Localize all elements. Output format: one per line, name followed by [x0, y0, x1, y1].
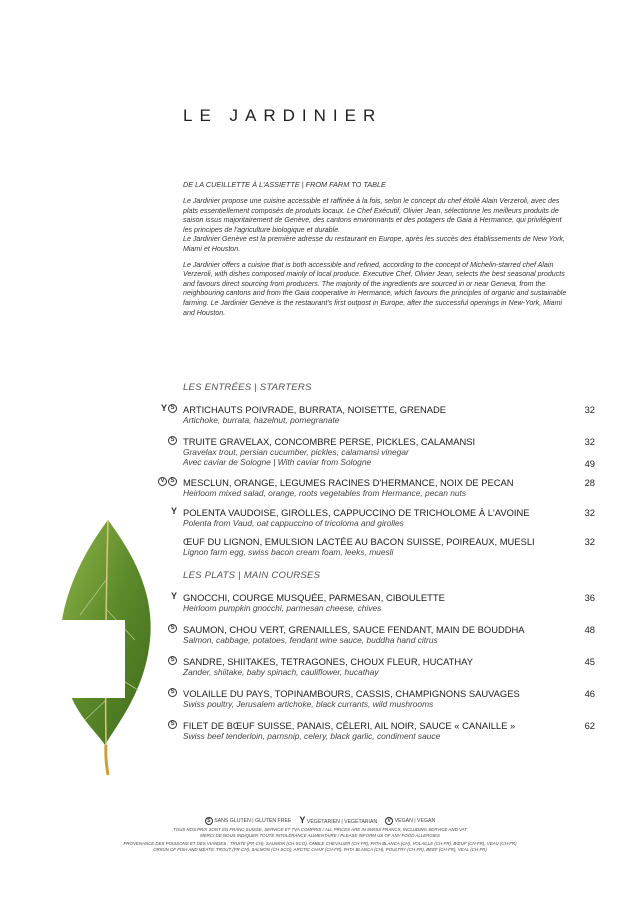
dish-description: Heirloom pumpkin gnocchi, parmesan cheese, chives [183, 603, 382, 613]
dish-starter-1 [160, 403, 595, 425]
dish-badges [168, 720, 177, 729]
dish-description-caviar: Avec caviar de Sologne | With caviar from Sologne [183, 457, 372, 467]
legend-gluten-free [205, 817, 292, 825]
footer-allergy-note: MERCI DE NOUS INDIQUER TOUTE INTOLÉRANCE ALIMENTAIRE / PLEASE INFORM US OF ANY FOOD ALLERGIES [200, 832, 440, 838]
footer-origin-en: ORIGIN OF FISH AND MEATS: TROUT (FR-CH), SALMON (CH-SCO), ARCTIC CHAR (CH-FR), PATA BLANCA (CH), POULTRY (CH-FR), BEEF (CH-FR), VEAL (CH-FR) [153, 846, 487, 852]
leaf-overlay-box [60, 620, 125, 698]
intro-section [183, 180, 568, 324]
dish-badges [171, 507, 177, 516]
legend-vegan [385, 817, 435, 825]
dish-description: Swiss poultry, Jerusalem artichoke, black currants, wild mushrooms [183, 699, 434, 709]
gluten-free-icon: S [205, 817, 213, 825]
intro-heading: DE LA CUEILLETTE À L'ASSIETTE | FROM FARM TO TABLE [183, 180, 386, 189]
dish-description: Polenta from Vaud, oat cappuccino of tricoloma and girolles [183, 518, 404, 528]
gluten-free-icon: S [168, 404, 177, 413]
dish-badges [168, 436, 177, 445]
vegetarian-icon: Y [299, 815, 306, 825]
footer [40, 816, 600, 852]
vegetarian-icon: Y [170, 591, 177, 601]
dish-name: GNOCCHI, COURGE MUSQUÉE, PARMESAN, CIBOULETTE [183, 592, 445, 603]
dish-price: 32 [584, 536, 595, 547]
dish-badges [158, 477, 177, 486]
dish-price: 36 [584, 592, 595, 603]
dish-price: 45 [584, 656, 595, 667]
dish-price: 32 [584, 436, 595, 447]
dish-price: 62 [584, 720, 595, 731]
dish-main-1 [170, 591, 595, 613]
starters-heading: LES ENTRÉES | STARTERS [183, 382, 312, 393]
footer-origin-fr: PROVENANCE DES POISSONS ET DES VIANDES : TRUITE (FR-CH), SAUMON (CH-SCO), OMBLE CHEVALIER (CH-FR), PATA BLANCA (CH), VOLAILLE (CH-FR), BŒUF (CH-FR), VEAU (CH-FR) [123, 841, 517, 847]
dish-main-4 [170, 688, 595, 709]
dish-description: Swiss beef tenderloin, parnsnip, celery, black garlic, condiment sauce [183, 731, 441, 741]
dish-starter-2 [170, 436, 595, 469]
legend-vegan-label: VEGAN | VEGAN [394, 817, 436, 824]
intro-fr-text-2: Le Jardinier Genève est la première adresse du restaurant en Europe, après les succès des établissements de New York, Miami et Houston. [183, 235, 565, 253]
dish-badges [168, 656, 177, 665]
dish-name: VOLAILLE DU PAYS, TOPINAMBOURS, CASSIS, CHAMPIGNONS SAUVAGES [183, 688, 520, 699]
footer-prices-note: TOUS NOS PRIX SONT EN FRANC SUISSE, SERVICE ET TVA COMPRIS / ALL PRICES ARE IN SWISS FRANCS, INCLUDING SERVICE AND VAT [173, 827, 467, 832]
page-title: LE JARDINIER [183, 106, 383, 125]
vegan-icon: V [385, 817, 393, 825]
dish-name: POLENTA VAUDOISE, GIROLLES, CAPPUCCINO DE TRICHOLOME À L'AVOINE [183, 507, 530, 518]
dish-badges [168, 688, 177, 697]
dish-name: ARTICHAUTS POIVRADE, BURRATA, NOISETTE, GRENADE [183, 404, 447, 415]
legend-vegetarian [299, 816, 377, 825]
dish-main-2 [170, 624, 595, 645]
dish-badges [161, 404, 177, 413]
dish-price: 48 [584, 624, 595, 635]
vegetarian-icon: Y [160, 403, 167, 413]
dish-starter-5 [183, 536, 595, 557]
dish-description: Lignon farm egg, swiss bacon cream foam, leeks, muesli [183, 547, 394, 557]
dish-name: ŒUF DU LIGNON, EMULSION LACTÉE AU BACON SUISSE, POIREAUX, MUESLI [183, 536, 535, 547]
gluten-free-icon: S [168, 656, 177, 665]
legend-gluten-label: SANS GLUTEN | GLUTEN FREE [214, 817, 292, 824]
gluten-free-icon: S [168, 436, 177, 445]
dish-name: TRUITE GRAVELAX, CONCOMBRE PERSE, PICKLES, CALAMANSI [183, 436, 476, 447]
dish-description: Salmon, cabbage, potatoes, fendant wine sauce, buddha hand citrus [183, 635, 438, 645]
mains-heading: LES PLATS | MAIN COURSES [183, 570, 321, 581]
gluten-free-icon: S [168, 688, 177, 697]
dish-name: SANDRE, SHIITAKES, TETRAGONES, CHOUX FLEUR, HUCATHAY [183, 656, 473, 667]
dish-starter-4 [170, 506, 595, 528]
dish-name: MESCLUN, ORANGE, LEGUMES RACINES D'HERMANCE, NOIX DE PECAN [183, 477, 514, 488]
dish-name: FILET DE BŒUF SUISSE, PANAIS, CÉLERI, AIL NOIR, SAUCE « CANAILLE » [183, 720, 516, 731]
dish-main-5 [170, 720, 595, 741]
dish-price: 32 [584, 404, 595, 415]
legend-veg-label: VÉGÉTARIEN | VEGETARIAN [306, 819, 378, 825]
dish-starter-3 [160, 477, 595, 498]
dish-price: 32 [584, 507, 595, 518]
vegan-icon: V [158, 477, 167, 486]
intro-fr-paragraph [183, 197, 568, 255]
intro-en-paragraph: Le Jardinier offers a cuisine that is both accessible and refined, according to the concept of Michelin-starred chef Alain Verzeroli, with dishes composed mainly of local produce. Executive Chef, Olivier Jean, selects the best seasonal products and favours direct sourcing from producers. The majority of the ingredients are sourced in or near Geneva, from the neighbouring cantons and from the Gaia cooperative in Hermance, which favours the principles of organic and sustainable farming. Le Jardinier Genève is the restaurant's first outpost in Europe, after the successful openings in New-York, Miami and Houston. [183, 260, 567, 317]
vegetarian-icon: Y [170, 506, 177, 516]
gluten-free-icon: S [168, 624, 177, 633]
dish-description: Heirloom mixed salad, orange, roots vegetables from Hermance, pecan nuts [183, 488, 467, 498]
gluten-free-icon: S [168, 477, 177, 486]
dish-badges [171, 592, 177, 601]
dish-price: 28 [584, 477, 595, 488]
dish-price: 46 [584, 688, 595, 699]
dish-description: Zander, shiitake, baby spinach, cauliflower, hucathay [183, 667, 379, 677]
footer-legend [40, 816, 600, 825]
dish-main-3 [170, 656, 595, 677]
dish-badges [168, 624, 177, 633]
dish-name: SAUMON, CHOU VERT, GRENAILLES, SAUCE FENDANT, MAIN DE BOUDDHA [183, 624, 525, 635]
dish-price-caviar: 49 [584, 458, 595, 469]
intro-fr-text-1: Le Jardinier propose une cuisine accessible et raffinée à la fois, selon le concept du chef étoilé Alain Verzeroli, avec des plats essentiellement composés de produits locaux. Le Chef Exécutif, Olivier Jean, sélectionne les meilleurs produits de saison issus majoritairement de Genève, des cantons environnants et des potagers de Gaia à Hermance, qui privilégient les principes de l'agriculture biologique et durable. [183, 197, 562, 234]
gluten-free-icon: S [168, 720, 177, 729]
dish-description: Gravelax trout, persian cucumber, pickles, calamansi vinegar [183, 447, 409, 457]
dish-description: Artichoke, burrata, hazelnut, pomegranate [183, 415, 340, 425]
